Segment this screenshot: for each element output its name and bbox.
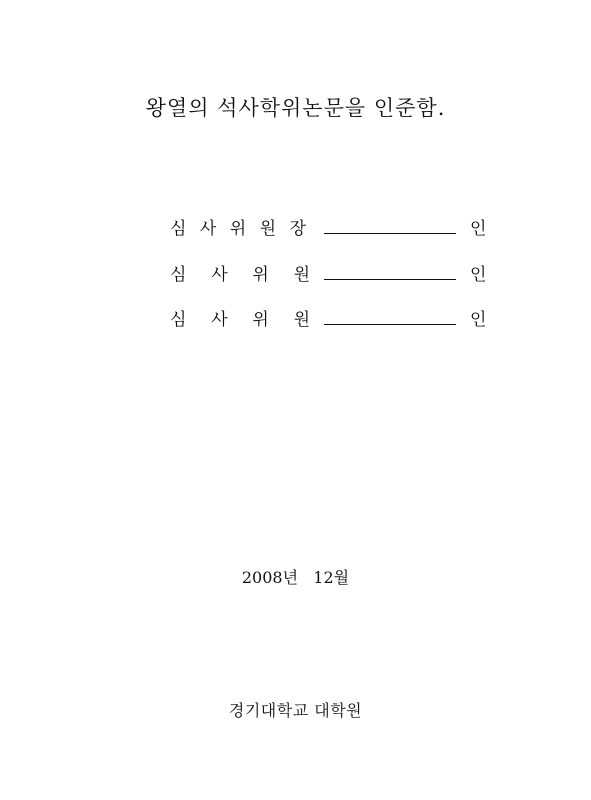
seal-mark: 인: [470, 219, 487, 239]
signature-role: [170, 214, 306, 239]
role-char: 심: [170, 219, 187, 239]
role-char: 원: [259, 219, 277, 239]
signature-row-chair: [170, 214, 500, 242]
role-char: 사: [199, 219, 217, 239]
signature-line: [324, 233, 456, 234]
signature-role: [170, 260, 310, 285]
role-char: 위: [229, 219, 247, 239]
signature-role: [170, 305, 310, 330]
signature-line: [324, 324, 456, 325]
institution-name: 경기대학교 대학원: [228, 701, 363, 720]
seal-mark: 인: [470, 310, 487, 330]
role-char: 사: [211, 310, 228, 330]
seal-mark: 인: [470, 265, 487, 285]
signature-row-member: [170, 260, 500, 288]
role-char: 위: [252, 310, 269, 330]
role-char: 사: [211, 265, 228, 285]
role-char: 심: [170, 265, 187, 285]
approval-title: 왕열의 석사학위논문을 인준함.: [145, 96, 446, 120]
role-char: 원: [293, 265, 310, 285]
role-char: 장: [289, 219, 306, 239]
role-char: 원: [293, 310, 310, 330]
role-char: 위: [252, 265, 269, 285]
signature-row-member: [170, 305, 500, 333]
role-char: 심: [170, 310, 187, 330]
approval-date: 2008년 12월: [241, 568, 350, 587]
signature-line: [324, 279, 456, 280]
